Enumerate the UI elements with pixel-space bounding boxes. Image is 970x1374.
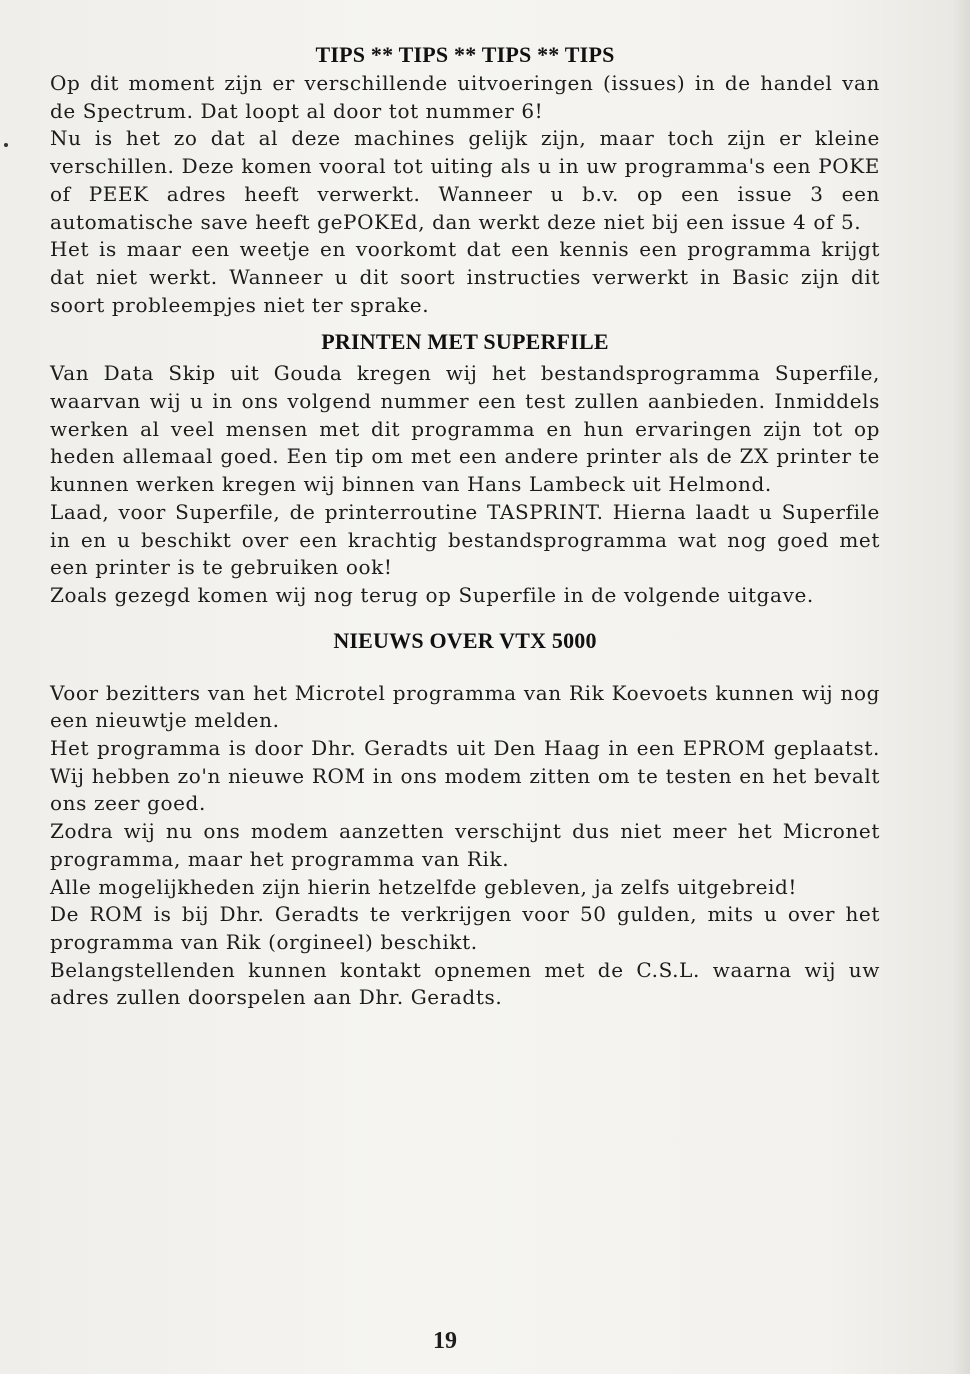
body-tips: Op dit moment zijn er verschillende uitvoeringen (issues) in de handel van de Spectrum. Dat loopt al door tot nummer 6! Nu is het zo dat al deze machines gelijk zijn, maar toch zijn er kleine verschillen. Deze komen vooral tot uiting als u in uw programma's een POKE of PEEK adres heeft verwerkt. Wanneer u b.v. op een issue 3 een automatische save heeft gePOKEd, dan werkt deze niet bij een issue 4 of 5. Het is maar een weetje en voorkomt dat een kennis een programma krijgt dat niet werkt. Wanneer u dit soort instructies verwerkt in Basic zijn dit soort probleempjes niet ter sprake. <box>50 71 880 317</box>
margin-dot <box>4 143 8 147</box>
body-printen-met-superfile: Van Data Skip uit Gouda kregen wij het bestandsprogramma Superfile, waarvan wij u in ons volgend nummer een test zullen aanbieden. Inmiddels werken al veel mensen met dit programma en hun ervaringen zijn tot op heden allemaal goed. Een tip om met een andere printer als de ZX printer te kunnen werken kregen wij binnen van Hans Lambeck uit Helmond. Laad, voor Superfile, de printerroutine TASPRINT. Hierna laadt u Superfile in en u beschikt over een krachtig bestandsprogramma wat nog goed met een printer is te gebruiken ook! Zoals gezegd komen wij nog terug op Superfile in de volgende uitgave. <box>50 361 880 607</box>
page-number: 19 <box>433 1328 457 1354</box>
article-content <box>50 40 880 1012</box>
body-nieuws-over-vtx-5000: Voor bezitters van het Microtel programma van Rik Koevoets kunnen wij nog een nieuwtje melden. Het programma is door Dhr. Geradts uit Den Haag in een EPROM geplaatst. Wij hebben zo'n nieuwe ROM in ons modem zitten om te testen en het bevalt ons zeer goed. Zodra wij nu ons modem aanzetten verschijnt dus niet meer het Micronet programma, maar het programma van Rik. Alle mogelijkheden zijn hierin hetzelfde gebleven, ja zelfs uitgebreid! De ROM is bij Dhr. Geradts te verkrijgen voor 50 gulden, mits u over het programma van Rik (orgineel) beschikt. Belangstellenden kunnen kontakt opnemen met de C.S.L. waarna wij uw adres zullen doorspelen aan Dhr. Geradts. <box>50 680 880 1010</box>
heading-tips: TIPS ** TIPS ** TIPS ** TIPS <box>315 42 615 67</box>
page-binding-shadow <box>952 0 970 1374</box>
heading-printen-met-superfile: PRINTEN MET SUPERFILE <box>321 329 609 355</box>
heading-nieuws-over-vtx-5000: NIEUWS OVER VTX 5000 <box>333 627 597 653</box>
